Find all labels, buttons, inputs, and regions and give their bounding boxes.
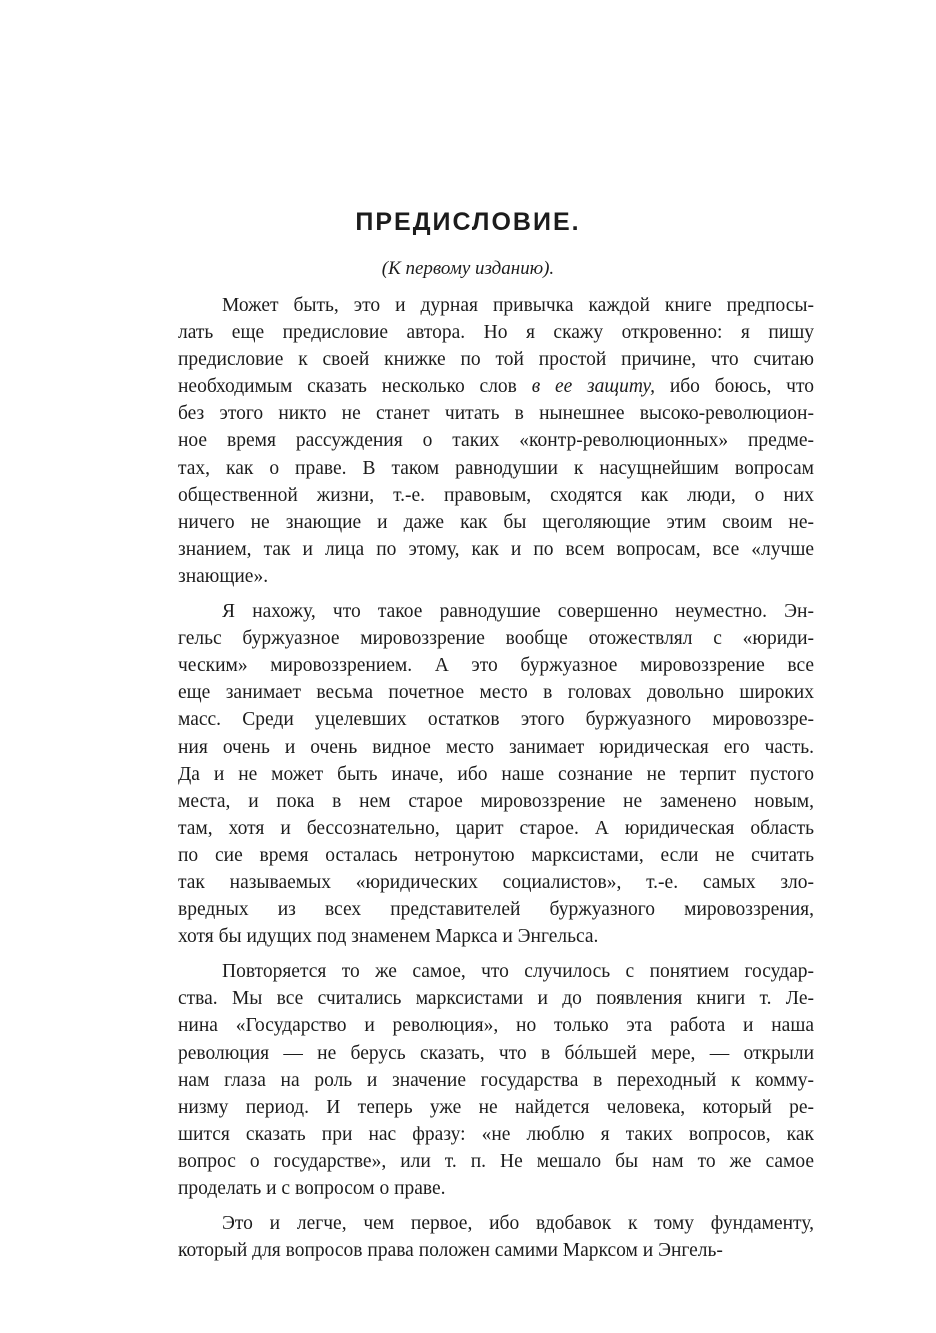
paragraph — [178, 1210, 814, 1264]
text-line: ства. Мы все считались марксистами и до появления книги т. Ле- — [178, 988, 814, 1010]
text-line: Может быть, это и дурная привычка каждой книге предпосы- — [222, 295, 814, 316]
text-line: низму период. И теперь уже не найдется человека, который ре- — [178, 1096, 814, 1118]
emphasis-text: в ее защиту, — [531, 376, 656, 398]
paragraph — [178, 958, 814, 1202]
text-line: нам глаза на роль и значение государства в переходный к комму- — [178, 1069, 814, 1091]
text-segment: необходимым сказать несколько слов — [178, 376, 532, 398]
text-segment: ибо боюсь, что — [655, 376, 814, 398]
paragraph — [178, 292, 814, 590]
text-line: который для вопросов права положен самими Марксом и Энгель- — [178, 1240, 723, 1262]
text-line: масс. Среди уцелевших остатков этого буржуазного мировоззре- — [178, 709, 814, 731]
page-title: ПРЕДИСЛОВИЕ. — [355, 208, 581, 236]
text-line: там, хотя и бессознательно, царит старое. А юридическая область — [178, 817, 814, 839]
text-line: Это и легче, чем первое, ибо вдобавок к тому фундаменту, — [222, 1213, 814, 1235]
text-line: Да и не может быть иначе, ибо наше сознание не терпит пустого — [178, 763, 814, 785]
text-line: Повторяется то же самое, что случилось с понятием государ- — [222, 961, 814, 983]
paragraph — [178, 598, 814, 950]
text-line: еще занимает весьма почетное место в головах довольно широких — [178, 682, 814, 704]
text-line: общественной жизни, т.-е. правовым, сходятся как люди, о них — [178, 484, 814, 506]
text-line: гельс буржуазное мировоззрение вообще отожествлял с «юриди- — [178, 628, 814, 650]
paragraph-gap — [178, 590, 814, 598]
text-line: революция — не берусь сказать, что в бóльшей мере, — открыли — [178, 1042, 814, 1064]
text-line: вопрос о государстве», или т. п. Не мешало бы нам то же самое — [178, 1150, 814, 1172]
text-line: ния очень и очень видное место занимает юридическая его часть. — [178, 736, 814, 758]
text-line: предисловие к своей книжке по той простой причине, что считаю — [178, 349, 814, 371]
text-line: проделать и с вопросом о праве. — [178, 1178, 446, 1199]
text-line: вредных из всех представителей буржуазного мировоззрения, — [178, 899, 814, 921]
text-line: Я нахожу, что такое равнодушие совершенно неуместно. Эн- — [222, 601, 814, 623]
body-text — [178, 292, 814, 1264]
paragraph-gap — [178, 1202, 814, 1210]
text-line: ческим» мировоззрением. А это буржуазное мировоззрение все — [178, 655, 814, 677]
text-line: тах, как о праве. В таком равнодушии к насущнейшим вопросам — [178, 457, 814, 479]
text-line: знанием, так и лица по этому, как и по всем вопросам, все «лучше — [178, 538, 814, 560]
text-line — [178, 373, 814, 400]
text-line: так называемых «юридических социалистов», т.-е. самых зло- — [178, 871, 814, 893]
paragraph-gap — [178, 950, 814, 958]
page-subtitle: (К первому изданию). — [381, 258, 555, 279]
text-line: места, и пока в нем старое мировоззрение не заменено новым, — [178, 790, 814, 812]
text-line: ное время рассуждения о таких «контр-революционных» предме- — [178, 430, 814, 452]
text-line: лать еще предисловие автора. Но я скажу откровенно: я пишу — [178, 322, 814, 344]
text-line: ничего не знающие и даже как бы щеголяющие этим своим не- — [178, 511, 814, 533]
text-line: без этого никто не станет читать в нынешнее высоко-революцион- — [178, 403, 814, 425]
text-line: по сие время осталась нетронутою марксистами, если не считать — [178, 844, 814, 866]
text-line: хотя бы идущих под знаменем Маркса и Энгельса. — [178, 926, 599, 948]
text-line: знающие». — [178, 565, 269, 587]
text-line: шится сказать при нас фразу: «не люблю я таких вопросов, как — [178, 1123, 814, 1145]
text-line: нина «Государство и революция», но только эта работа и наша — [178, 1015, 814, 1037]
